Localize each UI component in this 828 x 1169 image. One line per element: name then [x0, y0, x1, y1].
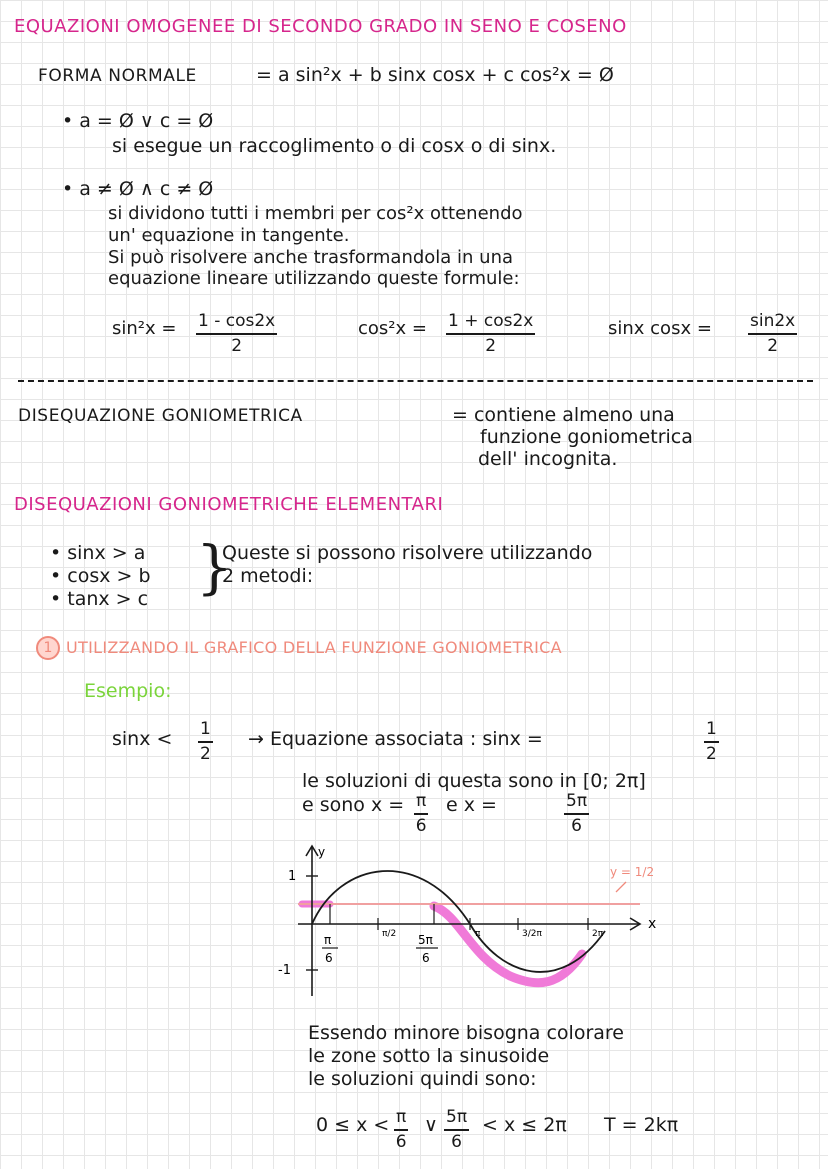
associated-equation-den: 2: [706, 743, 717, 764]
definition-line1: = contiene almeno una: [452, 404, 675, 426]
elementary-item-cos: • cosx > b: [50, 565, 151, 587]
final-solution-c-den: 6: [451, 1131, 462, 1152]
final-solution-a-den: 6: [395, 1131, 407, 1152]
section-title-elementary: DISEQUAZIONI GONIOMETRICHE ELEMENTARI: [14, 494, 444, 515]
methods-note-line1: Queste si possono risolvere utilizzando: [222, 542, 593, 564]
normal-form-equation: = a sin²x + b sinx cosx + c cos²x = Ø: [256, 64, 614, 86]
formula-sincos-fraction: [748, 312, 797, 355]
final-solution-c-num: 5π: [444, 1108, 469, 1131]
solutions-line1: le soluzioni di questa sono in [0; 2π]: [302, 770, 646, 792]
associated-equation-fraction: [704, 720, 719, 763]
formula-sincos-num: sin2x: [748, 312, 797, 335]
definition-term: DISEQUAZIONE GONIOMETRICA: [18, 406, 303, 426]
formula-sincos-lhs: sinx cosx =: [608, 318, 712, 339]
sine-graph: [270, 836, 710, 1006]
solution1-den: 6: [415, 815, 427, 836]
final-solution-or: ∨: [424, 1114, 438, 1136]
example-inequality-fraction: [198, 720, 213, 763]
example-inequality-num: 1: [198, 720, 213, 743]
example-inequality-den: 2: [200, 743, 211, 764]
final-solution-part-a: 0 ≤ x <: [316, 1114, 390, 1136]
formula-sincos-den: 2: [767, 335, 779, 356]
final-solution-fraction-c: [444, 1108, 469, 1151]
conclusion-line2: le zone sotto la sinusoide: [308, 1045, 550, 1067]
case2-line2: un' equazione in tangente.: [108, 225, 350, 246]
associated-equation-num: 1: [704, 720, 719, 743]
conclusion-line1: Essendo minore bisogna colorare: [308, 1022, 624, 1044]
associated-equation-text: → Equazione associata : sinx =: [248, 728, 543, 750]
example-inequality-lhs: sinx <: [112, 728, 173, 750]
x-tick-label-pi: π: [475, 929, 481, 939]
formula-sin2-lhs: sin²x =: [112, 318, 177, 339]
solution-highlight-main: [434, 906, 582, 983]
final-solution-fraction-a: [394, 1108, 408, 1151]
y-axis-label: y: [318, 845, 326, 859]
grouping-brace: }: [196, 533, 233, 601]
case2-condition: • a ≠ Ø ∧ c ≠ Ø: [62, 178, 214, 200]
formula-sin2-num: 1 - cos2x: [196, 312, 277, 335]
x-tick-label-3pi2: 3/2π: [522, 929, 542, 939]
method1-title: UTILIZZANDO IL GRAFICO DELLA FUNZIONE GONIOMETRICA: [66, 638, 562, 657]
solution1-fraction: [414, 792, 428, 835]
half-line-label: y = 1/2: [610, 865, 655, 879]
solution2-num: 5π: [564, 792, 589, 815]
tick-5pi6-den: 6: [422, 951, 430, 965]
case2-line3: Si può risolvere anche trasformandola in una: [108, 247, 514, 268]
formula-cos2-num: 1 + cos2x: [446, 312, 535, 335]
formula-cos2-fraction: [446, 312, 535, 355]
definition-line3: dell' incognita.: [478, 448, 618, 470]
x-tick-label-pi2: π/2: [382, 929, 397, 939]
final-solution-a-num: π: [394, 1108, 408, 1131]
method-number-badge: 1: [36, 636, 60, 660]
methods-note-line2: 2 metodi:: [222, 565, 314, 587]
y-tick-label-neg: -1: [278, 963, 291, 978]
elementary-item-tan: • tanx > c: [50, 588, 149, 610]
case2-line1: si dividono tutti i membri per cos²x ottenendo: [108, 203, 523, 224]
definition-line2: funzione goniometrica: [480, 426, 693, 448]
page-title: EQUAZIONI OMOGENEE DI SECONDO GRADO IN SENO E COSENO: [14, 16, 627, 37]
solution1-num: π: [414, 792, 428, 815]
case1-text: si esegue un raccoglimento o di cosx o di sinx.: [112, 135, 557, 157]
x-tick-label-2pi: 2π: [592, 929, 604, 939]
y-tick-label-pos: 1: [288, 869, 297, 884]
final-solution-period: T = 2kπ: [604, 1114, 679, 1136]
tick-pi6-num: π: [324, 933, 332, 947]
formula-sin2-den: 2: [231, 335, 243, 356]
formula-sin2-fraction: [196, 312, 277, 355]
normal-form-label: FORMA NORMALE: [38, 66, 197, 86]
solutions-line2-b: e x =: [446, 794, 497, 816]
solution2-den: 6: [571, 815, 582, 836]
solution2-fraction: [564, 792, 589, 835]
case1-condition: • a = Ø ∨ c = Ø: [62, 110, 214, 132]
example-label: Esempio:: [84, 680, 172, 702]
half-line-label-arrow: [616, 882, 626, 892]
dashed-divider: [18, 380, 813, 382]
case2-line4: equazione lineare utilizzando queste formule:: [108, 268, 520, 289]
tick-5pi6-num: 5π: [418, 933, 433, 947]
final-solution-part-d: < x ≤ 2π: [482, 1114, 567, 1136]
formula-cos2-lhs: cos²x =: [358, 318, 427, 339]
elementary-item-sin: • sinx > a: [50, 542, 146, 564]
tick-pi6-den: 6: [325, 951, 333, 965]
conclusion-line3: le soluzioni quindi sono:: [308, 1068, 537, 1090]
formula-cos2-den: 2: [485, 335, 497, 356]
x-axis-label: x: [648, 916, 657, 932]
solutions-line2-a: e sono x =: [302, 794, 405, 816]
